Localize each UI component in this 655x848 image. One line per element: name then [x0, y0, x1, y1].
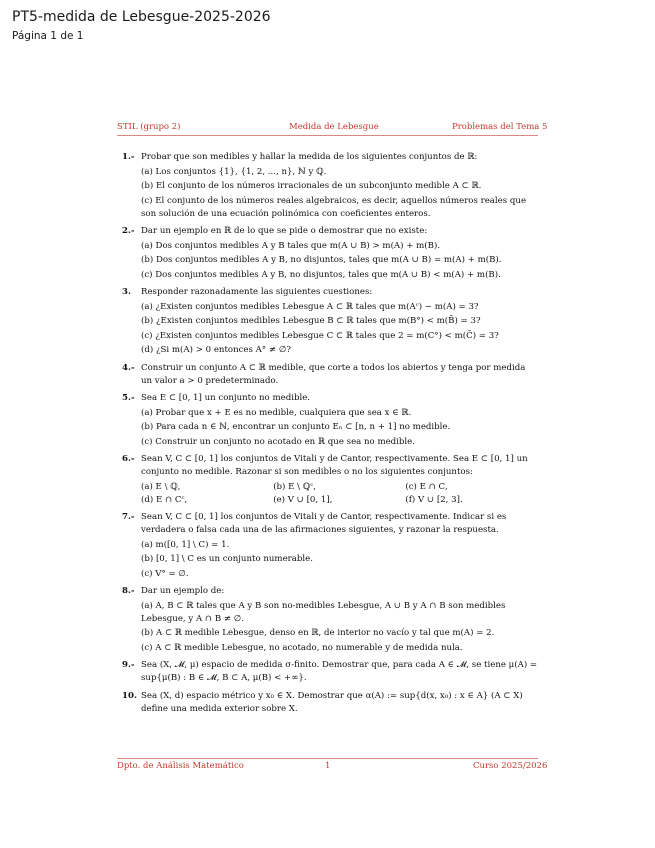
problem-number: 8.-: [122, 586, 135, 596]
sub-item: (c) Construir un conjunto no acotado en ℝ que sea no medible.: [141, 436, 416, 447]
footer-rule: [117, 758, 538, 759]
problem-number: 5.-: [122, 393, 135, 403]
sub-item: (c) E ∩ C,: [405, 481, 448, 492]
sub-item: (c) Dos conjuntos medibles A y B, no disjuntos, tales que m(A ∪ B) < m(A) + m(B).: [141, 269, 501, 280]
problem-number: 4.-: [122, 362, 135, 373]
sub-item: (a) A, B ⊂ ℝ tales que A y B son no-medibles Lebesgue, A ∪ B y A ∩ B son medibles Lebesgue, y A ∩ B ≠ ∅.: [141, 600, 506, 624]
sub-item: (a) m([0, 1] \ C) = 1.: [141, 539, 230, 550]
footer-page-number: 1: [325, 761, 331, 771]
sub-item: (d) E ∩ Cᶜ,: [141, 494, 188, 505]
problem-list: [117, 151, 538, 720]
problem-number: 3.: [122, 287, 131, 297]
problem-9: [117, 659, 538, 685]
problem-6: [117, 453, 538, 507]
header-course: STIL (grupo 2): [117, 122, 181, 132]
sub-item: (a) Probar que x + E es no medible, cualquiera que sea x ∈ ℝ.: [141, 407, 412, 418]
sub-item: (c) El conjunto de los números reales algebraicos, es decir, aquellos números reales que son solución de una ecuación polinómica con coeficientes enteros.: [141, 195, 527, 219]
problem-statement: Dar un ejemplo de:: [141, 586, 225, 596]
problem-statement: Sea (X, 𝓜, μ) espacio de medida σ-finito. Demostrar que, para cada A ∈ 𝓜, se tiene μ(A) = sup{μ(B) : B ∈ 𝓜, B ⊂ A, μ(B) < +∞}.: [141, 660, 538, 683]
problem-statement: Dar un ejemplo en ℝ de lo que se pide o demostrar que no existe:: [141, 226, 428, 236]
sub-item: (b) Para cada n ∈ ℕ, encontrar un conjunto Eₙ ⊂ [n, n + 1] no medible.: [141, 422, 451, 432]
problem-statement: Construir un conjunto A ⊂ ℝ medible, que corte a todos los abiertos y tenga por medida un valor a > 0 predeterminado.: [141, 362, 526, 386]
problem-10: [117, 690, 538, 716]
problem-5: [117, 392, 538, 449]
sub-item: (c) ¿Existen conjuntos medibles Lebesgue C ⊂ ℝ tales que 2 = m(C°) < m(C̄) = 3?: [141, 330, 499, 341]
sub-item: (d) ¿Si m(A) > 0 entonces A° ≠ ∅?: [141, 345, 291, 355]
problem-3: [117, 286, 538, 357]
footer-course-year: Curso 2025/2026: [473, 761, 548, 771]
sub-item-grid: [141, 481, 538, 507]
problem-statement: Sean V, C ⊂ [0, 1] los conjuntos de Vitali y de Cantor, respectivamente. Indicar si es verdadera o falsa cada una de las afirmaciones siguientes, y razonar la respuesta.: [141, 512, 507, 535]
sub-item: (a) E \ ℚ,: [141, 481, 181, 492]
problem-number: 7.-: [122, 512, 135, 522]
viewer-title: PT5-medida de Lebesgue-2025-2026: [12, 9, 271, 25]
problem-statement: Sea E ⊂ [0, 1] un conjunto no medible.: [141, 393, 311, 403]
problem-number: 2.-: [122, 226, 135, 236]
sub-item: (c) V° = ∅.: [141, 568, 189, 579]
problem-1: [117, 151, 538, 221]
sub-item: (b) Dos conjuntos medibles A y B, no disjuntos, tales que m(A ∪ B) = m(A) + m(B).: [141, 255, 502, 265]
sub-item: (b) El conjunto de los números irracionales de un subconjunto medible A ⊂ ℝ.: [141, 181, 482, 191]
problem-8: [117, 585, 538, 655]
sub-item: (a) Los conjuntos {1}, {1, 2, ..., n}, ℕ y ℚ.: [141, 166, 327, 177]
problem-number: 1.-: [122, 152, 135, 162]
problem-number: 10.: [122, 690, 137, 701]
problem-statement: Probar que son medibles y hallar la medida de los siguientes conjuntos de ℝ:: [141, 152, 478, 162]
footer-department: Dpto. de Análisis Matemático: [117, 761, 244, 771]
problem-number: 6.-: [122, 454, 135, 464]
sub-item: (a) ¿Existen conjuntos medibles Lebesgue A ⊂ ℝ tales que m(Aᶜ) − m(A) = 3?: [141, 301, 479, 312]
sub-item: (b) [0, 1] \ C es un conjunto numerable.: [141, 554, 313, 564]
problem-2: [117, 225, 538, 282]
problem-4: [117, 362, 538, 388]
problem-number: 9.-: [122, 660, 135, 670]
sub-item: (f) V ∪ [2, 3].: [405, 494, 463, 505]
header-topic: Medida de Lebesgue: [289, 122, 379, 132]
sub-item: (b) A ⊂ ℝ medible Lebesgue, denso en ℝ, de interior no vacío y tal que m(A) = 2.: [141, 628, 495, 638]
problem-statement: Responder razonadamente las siguientes cuestiones:: [141, 287, 373, 297]
sub-item: (c) A ⊂ ℝ medible Lebesgue, no acotado, no numerable y de medida nula.: [141, 642, 463, 653]
problem-statement: Sea (X, d) espacio métrico y x₀ ∈ X. Demostrar que α(A) := sup{d(x, x₀) : x ∈ A} (A ⊂ X) define una medida exterior sobre X.: [141, 690, 523, 714]
problem-7: [117, 511, 538, 581]
page-indicator: Página 1 de 1: [12, 30, 84, 42]
header-sheet: Problemas del Tema 5: [452, 122, 548, 132]
sub-item: (b) ¿Existen conjuntos medibles Lebesgue B ⊂ ℝ tales que m(B°) < m(B̄) = 3?: [141, 316, 481, 326]
problem-statement: Sean V, C ⊂ [0, 1] los conjuntos de Vitali y de Cantor, respectivamente. Sea E ⊂ [0, 1] un conjunto no medible. Razonar si son medibles o no los siguientes conjuntos:: [141, 454, 528, 477]
header-rule: [117, 135, 538, 136]
sub-item: (a) Dos conjuntos medibles A y B tales que m(A ∪ B) > m(A) + m(B).: [141, 240, 441, 251]
sub-item: (e) V ∪ [0, 1],: [273, 494, 333, 505]
sub-item: (b) E \ ℚᶜ,: [273, 481, 316, 492]
